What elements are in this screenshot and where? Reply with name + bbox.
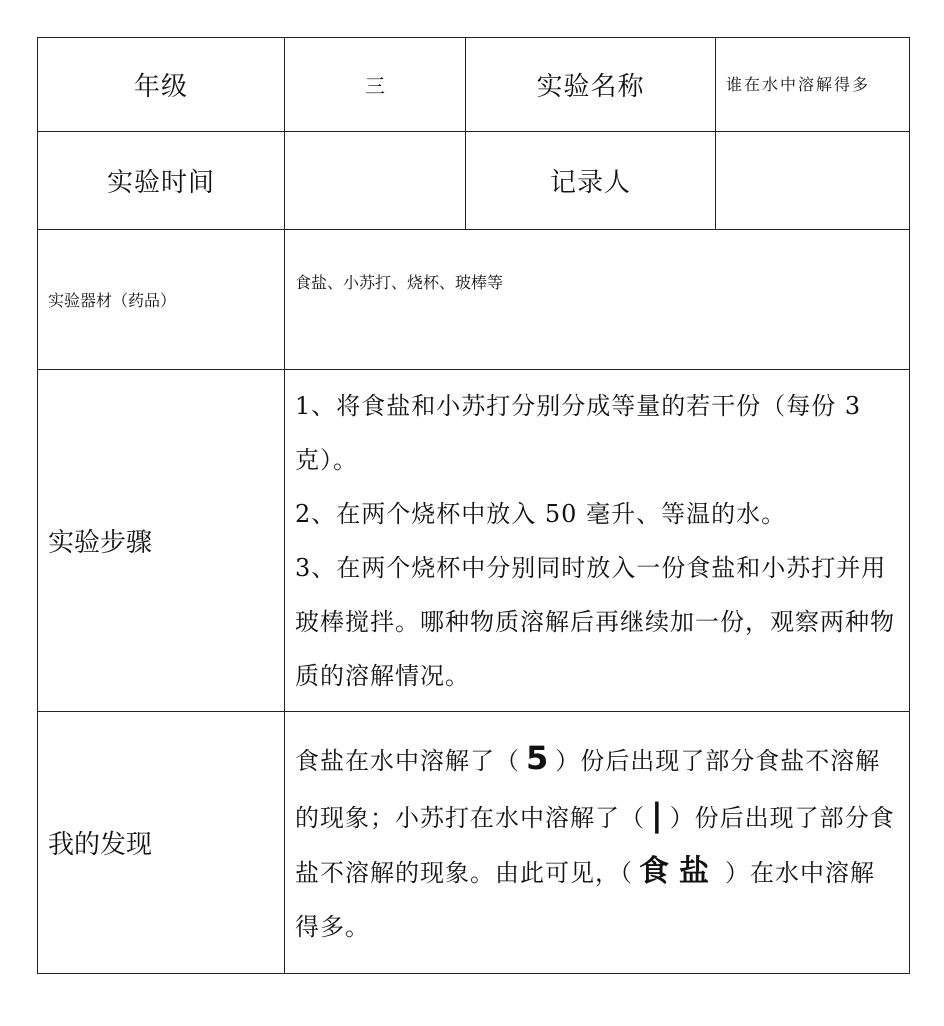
- table-row: [38, 132, 910, 230]
- experiment-record-table: [37, 37, 910, 974]
- findings-text-1: 食盐在水中溶解了（: [295, 747, 520, 775]
- findings-text-2: ）份后出现了部分食盐不溶解的现象；小苏打在水中溶解了（: [295, 747, 881, 832]
- experiment-time-value: [285, 132, 466, 230]
- handwritten-answer-salt-portions: 5: [526, 739, 550, 777]
- findings-text-3: ）份后出现了部分食盐不溶解的现象。由此可见，（: [295, 804, 895, 887]
- step-1: 1、将食盐和小苏打分别分成等量的若干份（每份 3 克）。: [295, 391, 862, 474]
- experiment-name-label: 实验名称: [466, 38, 716, 132]
- experiment-time-label: 实验时间: [38, 132, 285, 230]
- table-row: [38, 38, 910, 132]
- materials-value: 食盐、小苏打、烧杯、玻棒等: [285, 230, 910, 370]
- grade-label: 年级: [38, 38, 285, 132]
- step-2: 2、在两个烧杯中放入 50 毫升、等温的水。: [295, 499, 787, 528]
- table-row: [38, 370, 910, 712]
- step-3: 3、在两个烧杯中分别同时放入一份食盐和小苏打并用玻棒搅拌。哪种物质溶解后再继续加一份，观察两种物质的溶解情况。: [295, 553, 895, 690]
- experiment-name-value: 谁在水中溶解得多: [716, 38, 910, 132]
- table-row: [38, 712, 910, 974]
- table-row: [38, 230, 910, 370]
- recorder-value: [716, 132, 910, 230]
- steps-label: 实验步骤: [38, 370, 285, 712]
- findings-text-4: ）在水中溶解得多。: [295, 859, 875, 941]
- handwritten-answer-substance: 食盐: [639, 854, 719, 889]
- materials-label: 实验器材（药品）: [38, 230, 285, 370]
- steps-content: [285, 370, 910, 712]
- grade-value: 三: [285, 38, 466, 132]
- findings-content: [285, 712, 910, 974]
- findings-label: 我的发现: [38, 712, 285, 974]
- recorder-label: 记录人: [466, 132, 716, 230]
- handwritten-answer-soda-portions: |: [651, 796, 664, 834]
